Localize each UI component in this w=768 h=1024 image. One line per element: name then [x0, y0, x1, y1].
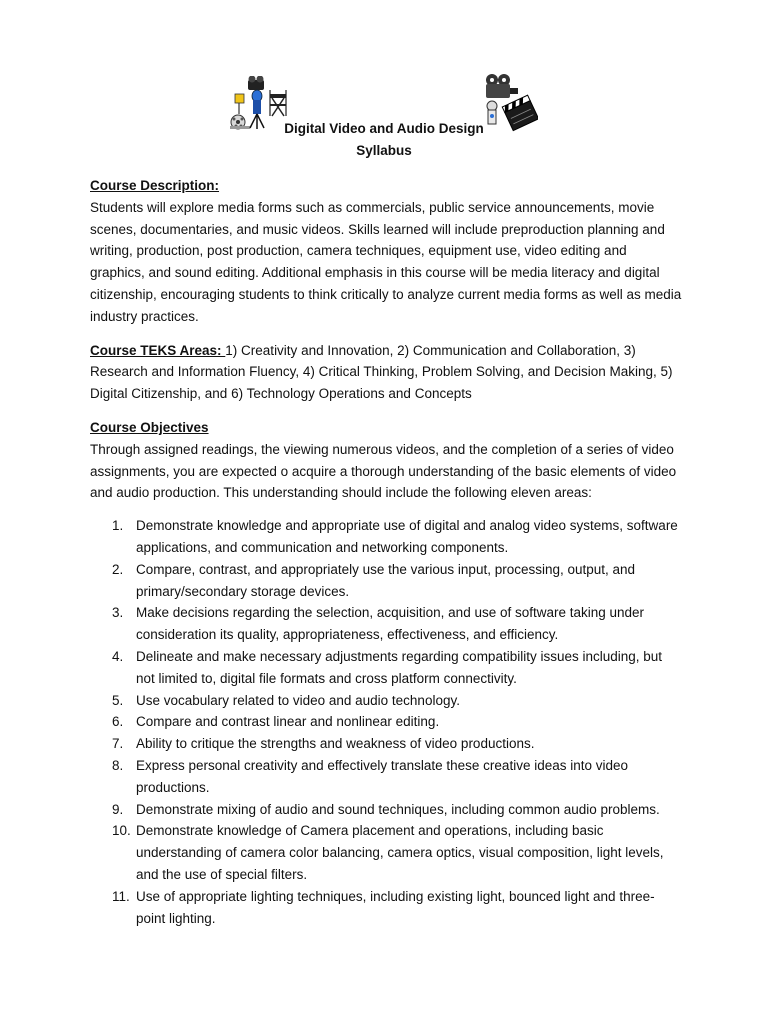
list-item-text: Compare and contrast linear and nonlinear editing.: [136, 714, 440, 730]
list-item-number: 1.: [112, 518, 124, 534]
teks-areas-heading: Course TEKS Areas:: [90, 342, 226, 358]
course-description-heading: Course Description:: [90, 178, 220, 193]
list-item: [90, 733, 682, 755]
list-item-text: Express personal creativity and effectively translate these creative ideas into video productions.: [136, 757, 629, 795]
list-item: [90, 646, 682, 690]
course-description-text: Students will explore media forms such as commercials, public service announcements, movie scenes, documentaries, and music videos. Skills learned will include preproduction planning and writing, production, post production, camera techniques, equipment use, video editing and graphics, and sound editing. Additional emphasis in this course will be media literacy and digital citizenship, encouraging students to think critically to analyze current media forms as well as media industry practices.: [90, 199, 682, 324]
document-title: Digital Video and Audio Design: [284, 121, 484, 136]
list-item-text: Use vocabulary related to video and audio technology.: [136, 692, 460, 708]
list-item-number: 11.: [112, 888, 130, 904]
list-item: [90, 755, 682, 799]
list-item: [90, 690, 682, 712]
list-item: [90, 886, 682, 930]
syllabus-content: [90, 175, 682, 929]
list-item-number: 2.: [112, 561, 124, 577]
list-item-number: 8.: [112, 757, 124, 773]
course-objectives-heading: Course Objectives: [90, 419, 209, 435]
list-item-text: Delineate and make necessary adjustments regarding compatibility issues including, but not limited to, digital file formats and cross platform connectivity.: [136, 648, 663, 686]
objectives-list: [90, 515, 682, 929]
list-item-number: 3.: [112, 605, 124, 621]
teks-areas-paragraph: [90, 340, 682, 405]
list-item: [90, 602, 682, 646]
list-item-text: Use of appropriate lighting techniques, including existing light, bounced light and three-point lighting.: [136, 888, 655, 926]
list-item-number: 4.: [112, 648, 124, 664]
teks-areas-text: 1) Creativity and Innovation, 2) Communication and Collaboration, 3) Research and Information Fluency, 4) Critical Thinking, Problem Solving, and Decision Making, 5) Digital Citizenship, and 6) Technology Operations and Concepts: [90, 342, 673, 402]
list-item-number: 7.: [112, 736, 124, 752]
list-item: [90, 820, 682, 885]
list-item-number: 10.: [112, 823, 131, 839]
list-item-text: Demonstrate mixing of audio and sound techniques, including common audio problems.: [136, 801, 660, 817]
list-item: [90, 515, 682, 559]
list-item-text: Demonstrate knowledge of Camera placement and operations, including basic understanding of camera color balancing, camera optics, visual composition, light levels, and the use of special filters.: [136, 823, 664, 882]
course-objectives-intro: Through assigned readings, the viewing numerous videos, and the completion of a series of video assignments, you are expected o acquire a thorough understanding of the basic elements of video and audio production. This understanding should include the following eleven areas:: [90, 441, 677, 501]
list-item-text: Demonstrate knowledge and appropriate use of digital and analog video systems, software applications, and communication and networking components.: [136, 518, 678, 555]
list-item-text: Make decisions regarding the selection, acquisition, and use of software taking under consideration its quality, appropriateness, effectiveness, and efficiency.: [136, 605, 645, 643]
list-item: [90, 799, 682, 821]
list-item-number: 9.: [112, 801, 124, 817]
list-item-text: Ability to critique the strengths and weakness of video productions.: [136, 736, 535, 752]
document-subtitle: Syllabus: [356, 143, 412, 158]
list-item: [90, 711, 682, 733]
list-item: [90, 559, 682, 603]
list-item-text: Compare, contrast, and appropriately use the various input, processing, output, and primary/secondary storage devices.: [136, 561, 636, 599]
list-item-number: 6.: [112, 714, 124, 730]
list-item-number: 5.: [112, 692, 124, 708]
